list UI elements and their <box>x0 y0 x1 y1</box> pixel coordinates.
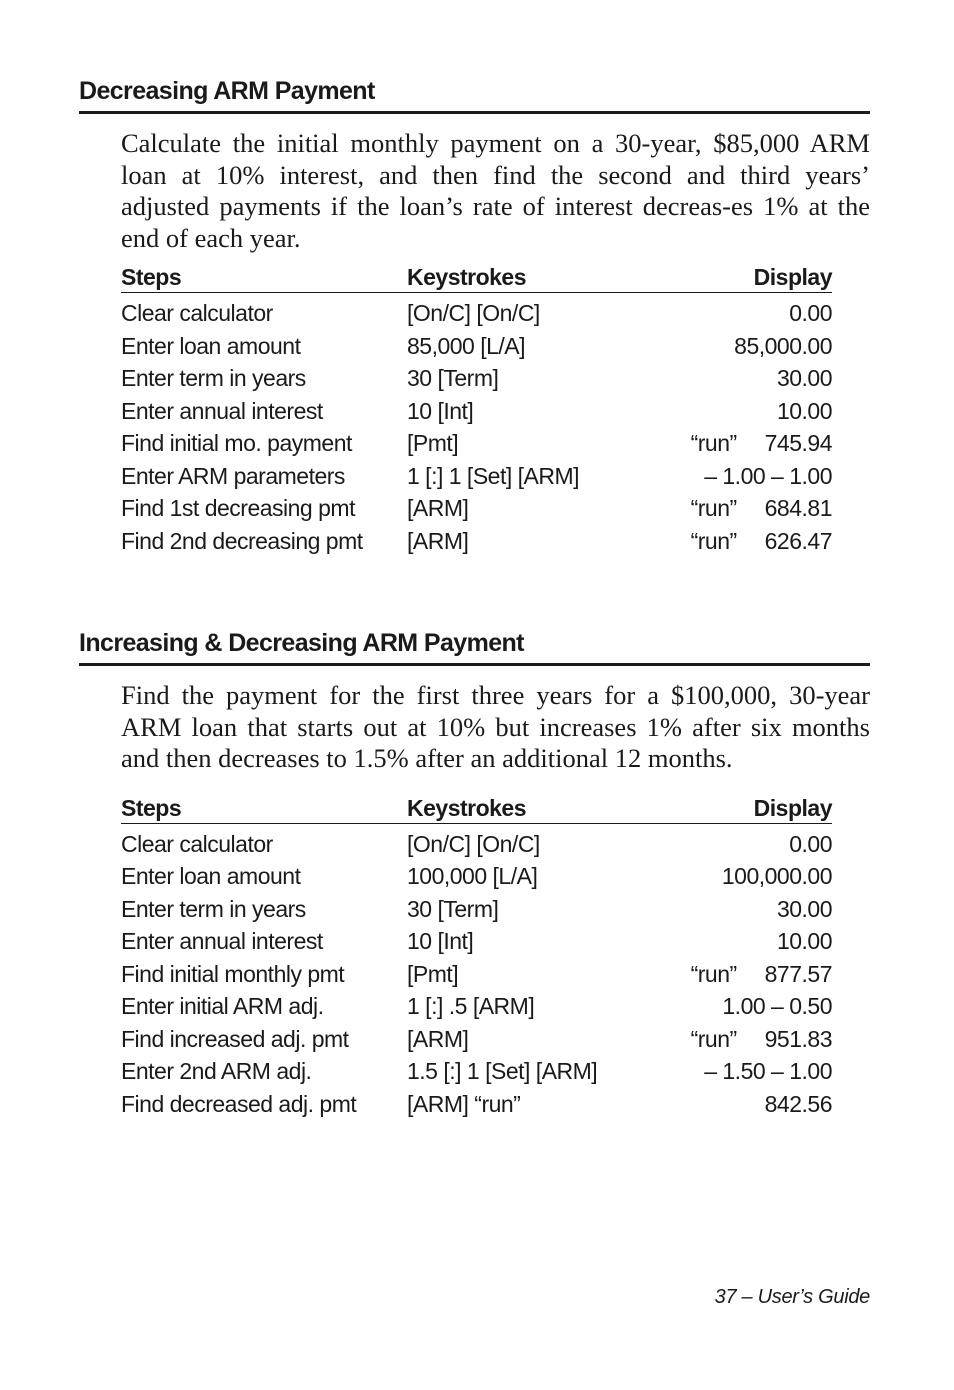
table-header-row <box>121 795 832 824</box>
display-value: 10.00 <box>776 397 832 424</box>
display-value: 951.83 <box>764 1025 832 1052</box>
table-row <box>121 860 832 893</box>
keystrokes-cell: 30 [Term] <box>407 365 499 391</box>
step-cell: Enter initial ARM adj. <box>121 993 324 1019</box>
keystrokes-cell: [On/C] [On/C] <box>407 300 540 326</box>
keystrokes-cell: [Pmt] <box>407 430 459 456</box>
display-cell <box>667 1023 832 1056</box>
display-value: 745.94 <box>764 430 832 456</box>
display-value: 30.00 <box>776 365 832 391</box>
steps-table <box>121 264 832 557</box>
keystrokes-cell: 100,000 [L/A] <box>407 863 538 889</box>
header-keystrokes: Keystrokes <box>407 264 667 293</box>
table-row <box>121 492 832 525</box>
section-increasing-decreasing-arm <box>79 628 870 1120</box>
table-row <box>121 990 832 1023</box>
run-indicator: “run” <box>690 1025 737 1052</box>
display-cell <box>667 893 832 926</box>
table-row <box>121 893 832 926</box>
display-value: – 1.50 – 1.00 <box>704 1058 832 1084</box>
table-row <box>121 925 832 958</box>
header-display: Display <box>667 264 832 293</box>
section-intro: Calculate the initial monthly payment on a 30-year, $85,000 ARM loan at 10% interest, and then find the second and third years’ adjusted payments if the loan’s rate of interest decreas-es 1% at the end of each year. <box>121 128 870 253</box>
display-cell <box>667 1088 832 1121</box>
display-value: 626.47 <box>764 527 832 554</box>
keystrokes-cell: [On/C] [On/C] <box>407 830 540 857</box>
keystrokes-cell: 30 [Term] <box>407 895 499 922</box>
step-cell: Enter term in years <box>121 895 306 922</box>
table-row <box>121 525 832 558</box>
display-value: 684.81 <box>764 495 832 521</box>
display-cell <box>667 958 832 991</box>
table-row <box>121 427 832 460</box>
table-row <box>121 293 832 330</box>
table-row <box>121 958 832 991</box>
step-cell: Enter loan amount <box>121 863 301 889</box>
run-indicator: “run” <box>690 495 737 521</box>
header-display: Display <box>667 795 832 824</box>
step-cell: Find initial monthly pmt <box>121 960 345 987</box>
section-decreasing-arm <box>79 76 870 557</box>
display-value: 30.00 <box>776 895 832 922</box>
section-intro: Find the payment for the first three years for a $100,000, 30-year ARM loan that starts out at 10% but increases 1% after six months and then decreases to 1.5% after an additional 12 months. <box>121 680 870 773</box>
keystrokes-cell: [ARM] <box>407 1025 469 1052</box>
display-cell <box>667 925 832 958</box>
keystrokes-cell: 85,000 [L/A] <box>407 332 526 359</box>
display-cell <box>667 330 832 363</box>
step-cell: Clear calculator <box>121 300 273 326</box>
step-cell: Enter term in years <box>121 365 306 391</box>
display-value: 0.00 <box>789 300 832 326</box>
step-cell: Find decreased adj. pmt <box>121 1090 357 1117</box>
display-cell <box>667 362 832 395</box>
header-steps: Steps <box>121 264 407 293</box>
step-cell: Enter 2nd ARM adj. <box>121 1058 312 1084</box>
run-indicator: “run” <box>690 960 737 987</box>
display-value: 85,000.00 <box>734 332 832 359</box>
display-cell <box>667 460 832 493</box>
section-title: Increasing & Decreasing ARM Payment <box>79 628 870 666</box>
step-cell: Find 2nd decreasing pmt <box>121 527 363 554</box>
keystrokes-cell: 1.5 [:] 1 [Set] [ARM] <box>407 1058 598 1084</box>
display-value: – 1.00 – 1.00 <box>704 462 832 489</box>
keystrokes-cell: 10 [Int] <box>407 397 474 424</box>
display-value: 1.00 – 0.50 <box>722 993 832 1019</box>
keystrokes-cell: 1 [:] 1 [Set] [ARM] <box>407 462 580 489</box>
page-footer: 37 – User’s Guide <box>714 1286 870 1308</box>
display-cell <box>667 395 832 428</box>
step-cell: Enter ARM parameters <box>121 462 345 489</box>
step-cell: Enter annual interest <box>121 928 323 954</box>
run-indicator: “run” <box>690 527 737 554</box>
header-steps: Steps <box>121 795 407 824</box>
table-header-row <box>121 264 832 293</box>
table-row <box>121 460 832 493</box>
step-cell: Enter annual interest <box>121 397 323 424</box>
display-value: 877.57 <box>764 960 832 987</box>
step-cell: Find 1st decreasing pmt <box>121 495 355 521</box>
display-value: 0.00 <box>789 830 832 857</box>
keystrokes-cell: [ARM] <box>407 495 469 521</box>
display-cell <box>667 427 832 460</box>
table-row <box>121 1088 832 1121</box>
steps-table <box>121 795 832 1121</box>
keystrokes-cell: [Pmt] <box>407 960 459 987</box>
display-value: 10.00 <box>776 928 832 954</box>
table-row <box>121 362 832 395</box>
step-cell: Find initial mo. payment <box>121 430 352 456</box>
keystrokes-cell: 10 [Int] <box>407 928 474 954</box>
display-cell <box>667 823 832 860</box>
display-cell <box>667 525 832 558</box>
header-keystrokes: Keystrokes <box>407 795 667 824</box>
display-value: 100,000.00 <box>721 863 832 889</box>
keystrokes-cell: [ARM] “run” <box>407 1090 521 1117</box>
step-cell: Find increased adj. pmt <box>121 1025 349 1052</box>
keystrokes-cell: [ARM] <box>407 527 469 554</box>
display-value: 842.56 <box>764 1090 832 1117</box>
keystrokes-cell: 1 [:] .5 [ARM] <box>407 993 535 1019</box>
section-title: Decreasing ARM Payment <box>79 76 870 114</box>
table-row <box>121 823 832 860</box>
table-row <box>121 330 832 363</box>
step-cell: Clear calculator <box>121 830 273 857</box>
display-cell <box>667 1055 832 1088</box>
table-row <box>121 1055 832 1088</box>
display-cell <box>667 492 832 525</box>
display-cell <box>667 990 832 1023</box>
display-cell <box>667 293 832 330</box>
step-cell: Enter loan amount <box>121 332 301 359</box>
table-row <box>121 395 832 428</box>
run-indicator: “run” <box>690 430 737 456</box>
table-row <box>121 1023 832 1056</box>
display-cell <box>667 860 832 893</box>
